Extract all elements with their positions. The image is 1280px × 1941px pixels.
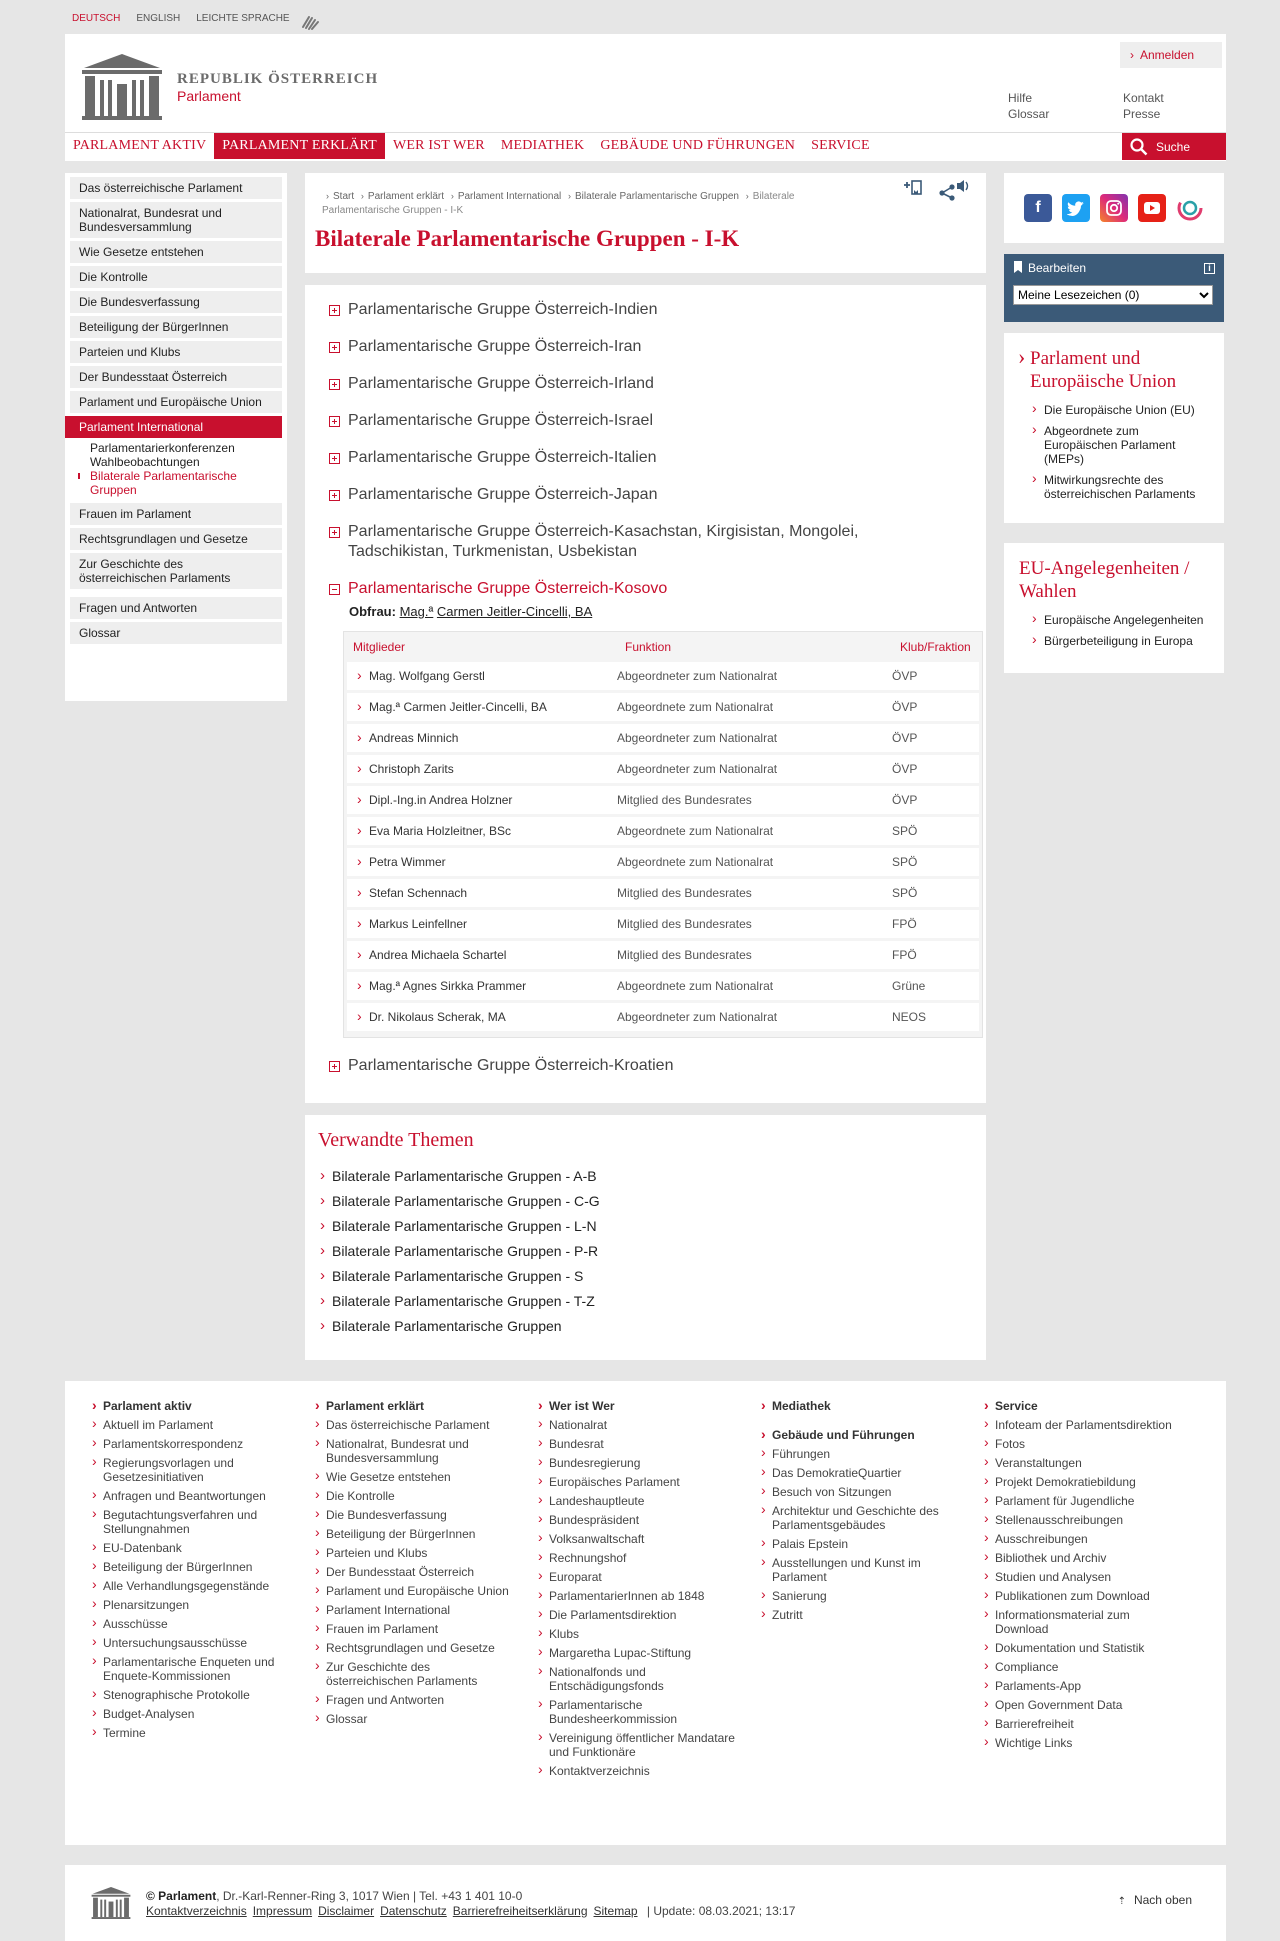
footer-link[interactable]: › Rechnungshof [536,1551,736,1565]
content-header [305,173,986,273]
member-function: Abgeordnete zum Nationalrat [617,855,774,869]
breadcrumb-item[interactable]: Start [333,191,355,202]
column-header-function: Funktion [625,640,672,654]
groups-accordion [305,285,986,1103]
member-function: Abgeordneter zum Nationalrat [617,669,778,683]
kontakt-link[interactable]: Kontakt [1123,91,1164,105]
logo-title: REPUBLIK ÖSTERREICH [177,70,379,87]
sign-language-icon[interactable] [300,13,322,34]
footer-link[interactable]: › Bundesrat [536,1437,736,1451]
footer-link[interactable]: › Die Parlamentsdirektion [536,1608,736,1622]
member-name[interactable]: › Dr. Nikolaus Scherak, MA [357,1010,617,1024]
instagram-icon[interactable] [1100,194,1128,222]
footer-link[interactable]: › Plenarsitzungen [90,1598,290,1612]
footer-link[interactable]: › Begutachtungsverfahren und Stellungnahmen [90,1508,290,1536]
footer-link[interactable]: › Frauen im Parlament [313,1622,513,1636]
arrow-up-icon: ⇡ [1117,1896,1126,1907]
footer-link[interactable]: › Ausschüsse [90,1617,290,1631]
twitter-icon[interactable] [1062,194,1090,222]
expand-plus-icon [329,379,340,390]
footer-link[interactable]: › Anfragen und Beantwortungen [90,1489,290,1503]
member-function: Abgeordnete zum Nationalrat [617,700,774,714]
footer-column [536,1399,759,1845]
footer-link[interactable]: › Termine [90,1726,290,1740]
member-name[interactable]: › Markus Leinfellner [357,917,617,931]
bookmark-icon [1013,261,1023,273]
accordion-title: Parlamentarische Gruppe Österreich-Indien [348,301,658,318]
footer-link[interactable]: › Fragen und Antworten [313,1693,513,1707]
footer-heading[interactable]: › Wer ist Wer [536,1399,759,1413]
accordion-item[interactable] [319,1056,972,1076]
accordion-item-open[interactable] [319,579,972,599]
table-row[interactable] [347,786,979,814]
table-row[interactable] [347,724,979,752]
footer-link-sitemap[interactable]: Sitemap [593,1904,638,1918]
bottom-bar [65,1865,1226,1941]
add-bookmark-icon[interactable] [902,179,924,204]
breadcrumb-current: Bilaterale Parlamentarische Gruppen - I-K [322,191,795,216]
member-club: SPÖ [892,886,918,900]
member-name[interactable]: › Mag.ª Carmen Jeitler-Cincelli, BA [357,700,617,714]
bookmark-edit[interactable] [1013,261,1086,275]
leftnav-item[interactable]: Fragen und Antworten [70,597,282,619]
footer-column [90,1399,313,1845]
footer-link[interactable]: › Budget-Analysen [90,1707,290,1721]
nav-service[interactable]: SERVICE [811,138,870,153]
member-name[interactable]: › Andrea Michaela Schartel [357,948,617,962]
main-navigation [65,132,1226,159]
expand-plus-icon [329,453,340,464]
expand-plus-icon [329,490,340,501]
footer-link[interactable]: › Publikationen zum Download [982,1589,1182,1603]
footer-link[interactable]: › Open Government Data [982,1698,1182,1712]
member-function: Abgeordneter zum Nationalrat [617,1010,778,1024]
footer-link[interactable]: › Infoteam der Parlamentsdirektion [982,1418,1182,1432]
parliament-logo[interactable] [79,54,378,120]
footer-link[interactable]: › Untersuchungsausschüsse [90,1636,290,1650]
demokratie-podcast-icon[interactable] [1176,194,1204,222]
accordion-item[interactable] [319,411,972,431]
footer-heading[interactable]: › Mediathek [759,1399,982,1413]
footer-link[interactable]: › Parlamentarische Bundesheerkommission [536,1698,736,1726]
expand-plus-icon [329,1061,340,1072]
accordion-item[interactable] [319,448,972,468]
bookmark-select[interactable] [1013,285,1213,305]
footer-link[interactable]: › Der Bundesstaat Österreich [313,1565,513,1579]
footer-link[interactable]: › Sanierung [759,1589,959,1603]
footer-link[interactable]: › Landeshauptleute [536,1494,736,1508]
related-link[interactable]: › Bilaterale Parlamentarische Gruppen - A-B [318,1164,973,1189]
footer-link[interactable]: › Margaretha Lupac-Stiftung [536,1646,736,1660]
accordion-title: Parlamentarische Gruppe Österreich-Irland [348,375,654,392]
presse-link[interactable]: Presse [1123,107,1161,121]
breadcrumb-item[interactable]: Parlament International [457,191,562,202]
chair-title[interactable]: Mag.ª [399,604,434,619]
footer-link[interactable]: › Parlament für Jugendliche [982,1494,1182,1508]
footer-link[interactable]: › Klubs [536,1627,736,1641]
member-name[interactable]: › Mag.ª Agnes Sirkka Prammer [357,979,617,993]
member-club: NEOS [892,1010,927,1024]
footer-link[interactable]: › Bibliothek und Archiv [982,1551,1182,1565]
footer-link[interactable]: › Compliance [982,1660,1182,1674]
member-name[interactable]: › Stefan Schennach [357,886,617,900]
footer-link[interactable]: › Beteiligung der BürgerInnen [313,1527,513,1541]
footer-column [982,1399,1205,1845]
footer-heading[interactable]: › Service [982,1399,1205,1413]
site-header [65,34,1226,161]
member-club: FPÖ [892,917,917,931]
footer-link[interactable]: › ParlamentarierInnen ab 1848 [536,1589,736,1603]
table-row[interactable] [347,693,979,721]
language-bar [72,13,322,34]
related-link[interactable]: › Bilaterale Parlamentarische Gruppen - L-N [318,1214,973,1239]
footer-link[interactable]: › Die Bundesverfassung [313,1508,513,1522]
accordion-title: Parlamentarische Gruppe Österreich-Kosovo [348,580,668,597]
facebook-icon[interactable]: f [1024,194,1052,222]
table-row[interactable] [347,972,979,1000]
nav-wer-ist-wer[interactable]: WER IST WER [392,138,485,153]
login-button[interactable]: › Anmelden [1120,42,1222,68]
footer-link[interactable]: › Beteiligung der BürgerInnen [90,1560,290,1574]
leftnav-subitems [70,438,282,500]
member-club: FPÖ [892,948,917,962]
member-club: SPÖ [892,855,918,869]
footer-link[interactable]: › Stellenausschreibungen [982,1513,1182,1527]
accordion-item[interactable] [319,522,919,562]
expand-plus-icon [329,416,340,427]
accordion-item[interactable] [319,300,972,320]
related-topics [305,1115,986,1360]
bookmark-edit-label: Bearbeiten [1028,261,1087,275]
members-table [343,631,983,1038]
related-link[interactable]: › Bilaterale Parlamentarische Gruppen [318,1314,973,1339]
leftnav-item[interactable]: Parlament und Europäische Union [70,391,282,413]
footer-link[interactable]: › Zutritt [759,1608,959,1622]
eu-parliament-box [1004,333,1224,523]
accordion-title: Parlamentarische Gruppe Österreich-Kasachstan, Kirgisistan, Mongolei, Tadschikistan, Turkmenistan, Usbekistan [348,523,859,560]
footer-link[interactable]: › Kontaktverzeichnis [536,1764,736,1778]
member-club: ÖVP [892,669,918,683]
table-row[interactable] [347,879,979,907]
search-label: Suche [1156,139,1191,154]
page-title: Bilaterale Parlamentarische Gruppen - I-K [315,226,740,251]
accordion-title: Parlamentarische Gruppe Österreich-Japan [348,486,658,503]
expand-plus-icon [329,305,340,316]
member-function: Mitglied des Bundesrates [617,917,752,931]
content-tools [902,179,970,204]
footer-link[interactable]: › Palais Epstein [759,1537,959,1551]
member-club: ÖVP [892,762,918,776]
table-row[interactable] [347,662,979,690]
collapse-minus-icon [329,584,340,595]
table-header [347,632,979,662]
info-icon[interactable]: i [1204,263,1215,274]
nav-parlament-aktiv[interactable]: PARLAMENT AKTIV [73,138,207,153]
footer-link[interactable]: › Wichtige Links [982,1736,1182,1750]
accordion-title: Parlamentarische Gruppe Österreich-Italien [348,449,657,466]
leftnav-subitem[interactable]: Wahlbeobachtungen [90,455,200,469]
leftnav-item[interactable]: Die Bundesverfassung [70,291,282,313]
leftnav-item-active[interactable]: Parlament International [65,416,282,438]
footer-link[interactable]: › Architektur und Geschichte des Parlamentsgebäudes [759,1504,959,1532]
footer-link[interactable]: › Ausstellungen und Kunst im Parlament [759,1556,959,1584]
update-date: | Update: 08.03.2021; 13:17 [646,1904,796,1918]
footer-link[interactable]: › Parlamentskorrespondenz [90,1437,290,1451]
leftnav-item[interactable]: Rechtsgrundlagen und Gesetze [70,528,282,550]
member-club: SPÖ [892,824,918,838]
nav-mediathek[interactable]: MEDIATHEK [500,138,585,153]
leftnav-subitem-current[interactable]: Bilaterale Parlamentarische Gruppen [90,469,282,497]
eu-box-link[interactable]: › Abgeordnete zum Europäischen Parlament (MEPs) [1014,424,1214,466]
footer-heading[interactable]: › Parlament aktiv [90,1399,313,1413]
related-link[interactable]: › Bilaterale Parlamentarische Gruppen - P-R [318,1239,973,1264]
breadcrumb-item[interactable]: Bilaterale Parlamentarische Gruppen [575,191,739,202]
parliament-logo-small-icon [89,1887,133,1919]
leftnav-item[interactable]: Zur Geschichte des österreichischen Parlaments [70,553,282,589]
footer-link[interactable]: › Zur Geschichte des österreichischen Parlaments [313,1660,513,1688]
member-function: Mitglied des Bundesrates [617,793,752,807]
breadcrumb: › Start › Parlament erklärt › Parlament International › Bilaterale Parlamentarische Gruppen › Bilaterale Parlamentarische Gruppen - I-K [322,191,795,216]
search-button[interactable] [1122,133,1226,160]
footer-link[interactable]: › Parlament und Europäische Union [313,1584,513,1598]
footer-heading[interactable]: › Gebäude und Führungen [759,1428,982,1442]
leftnav-item[interactable]: Beteiligung der BürgerInnen [70,316,282,338]
member-club: Grüne [892,979,926,993]
related-link[interactable]: › Bilaterale Parlamentarische Gruppen - T-Z [318,1289,973,1314]
member-name[interactable]: › Mag. Wolfgang Gerstl [357,669,617,683]
eu-affairs-link[interactable]: › Europäische Angelegenheiten [1014,613,1214,627]
member-name[interactable]: › Eva Maria Holzleitner, BSc [357,824,617,838]
footer-link[interactable]: › Bundesregierung [536,1456,736,1470]
share-audio-icon[interactable] [938,179,970,204]
lang-leichte-sprache[interactable]: LEICHTE SPRACHE [196,13,290,24]
lang-deutsch[interactable]: DEUTSCH [72,13,121,24]
footer-link[interactable]: › Führungen [759,1447,959,1461]
social-media-bar [1004,173,1224,243]
parliament-building-icon [79,54,165,120]
section-navigation [65,173,287,701]
nav-gebaeude-fuehrungen[interactable]: GEBÄUDE UND FÜHRUNGEN [600,138,796,153]
footer-link[interactable]: › Alle Verhandlungsgegenstände [90,1579,290,1593]
eu-box-link[interactable]: › Die Europäische Union (EU) [1014,403,1214,417]
footer-link[interactable]: › Die Kontrolle [313,1489,513,1503]
member-name[interactable]: › Petra Wimmer [357,855,617,869]
accordion-item[interactable] [319,485,972,505]
footer-link-barrierefreiheit[interactable]: Barrierefreiheitserklärung [452,1904,588,1918]
footer-link[interactable]: › Parteien und Klubs [313,1546,513,1560]
footer-link[interactable]: › Parlamentarische Enqueten und Enquete-Kommissionen [90,1655,290,1683]
address-text: , Dr.-Karl-Renner-Ring 3, 1017 Wien | Tel. +43 1 401 10-0 [216,1889,523,1903]
table-row[interactable] [347,755,979,783]
login-label: Anmelden [1140,48,1195,62]
member-function: Abgeordnete zum Nationalrat [617,824,774,838]
footer-link[interactable]: › Dokumentation und Statistik [982,1641,1182,1655]
table-row[interactable] [347,848,979,876]
bookmark-panel [1004,254,1224,322]
address [146,1889,795,1919]
footer-link[interactable]: › Nationalrat, Bundesrat und Bundesversammlung [313,1437,513,1465]
footer-link-kontaktverzeichnis[interactable]: Kontaktverzeichnis [146,1904,247,1918]
footer-link[interactable]: › Barrierefreiheit [982,1717,1182,1731]
footer-link-disclaimer[interactable]: Disclaimer [318,1904,375,1918]
expand-plus-icon [329,342,340,353]
eu-affairs-box [1004,543,1224,673]
leftnav-item[interactable]: Der Bundesstaat Österreich [70,366,282,388]
member-function: Mitglied des Bundesrates [617,948,752,962]
accordion-title: Parlamentarische Gruppe Österreich-Iran [348,338,642,355]
footer-link[interactable]: › Das DemokratieQuartier [759,1466,959,1480]
footer-link[interactable]: › Aktuell im Parlament [90,1418,290,1432]
footer-link[interactable]: › Veranstaltungen [982,1456,1182,1470]
member-function: Abgeordneter zum Nationalrat [617,731,778,745]
footer-link-impressum[interactable]: Impressum [252,1904,313,1918]
accordion-title: Parlamentarische Gruppe Österreich-Kroatien [348,1057,674,1074]
glossar-link[interactable]: Glossar [1008,107,1050,121]
member-name[interactable]: › Andreas Minnich [357,731,617,745]
footer-link[interactable]: › Stenographische Protokolle [90,1688,290,1702]
member-club: ÖVP [892,793,918,807]
footer-column [759,1399,982,1845]
footer-link[interactable]: › Fotos [982,1437,1182,1451]
table-row[interactable] [347,817,979,845]
back-to-top-label: Nach oben [1133,1893,1192,1907]
eu-box-link[interactable]: › Mitwirkungsrechte des österreichischen Parlaments [1014,473,1214,501]
back-to-top-link[interactable] [1118,1893,1192,1907]
footer-column [313,1399,536,1845]
site-footer [65,1381,1226,1845]
footer-link[interactable]: › Ausschreibungen [982,1532,1182,1546]
table-row[interactable] [347,941,979,969]
logo-subtitle: Parlament [177,87,241,104]
member-function: Abgeordnete zum Nationalrat [617,979,774,993]
footer-link[interactable]: › Nationalfonds und Entschädigungsfonds [536,1665,736,1693]
footer-link[interactable]: › Das österreichische Parlament [313,1418,513,1432]
chair-name-link[interactable]: Carmen Jeitler-Cincelli, BA [436,604,593,619]
leftnav-item[interactable]: Parteien und Klubs [70,341,282,363]
member-club: ÖVP [892,731,918,745]
footer-link[interactable]: › Rechtsgrundlagen und Gesetze [313,1641,513,1655]
member-function: Abgeordneter zum Nationalrat [617,762,778,776]
accordion-item[interactable] [319,337,972,357]
leftnav-item[interactable]: Das österreichische Parlament [70,177,282,199]
search-icon [1130,138,1148,156]
column-header-members: Mitglieder [353,640,406,654]
accordion-item[interactable] [319,374,972,394]
footer-link[interactable]: › Regierungsvorlagen und Gesetzesinitiativen [90,1456,290,1484]
table-row[interactable] [347,1003,979,1031]
member-name[interactable]: › Dipl.-Ing.in Andrea Holzner [357,793,617,807]
footer-link[interactable]: › Projekt Demokratiebildung [982,1475,1182,1489]
footer-link[interactable]: › Nationalrat [536,1418,736,1432]
footer-link[interactable]: › Volksanwaltschaft [536,1532,736,1546]
nav-parlament-erklaert[interactable]: PARLAMENT ERKLÄRT [214,133,385,159]
table-row[interactable] [347,910,979,938]
eu-box-title[interactable]: › Parlament und Europäische Union [1014,347,1214,393]
breadcrumb-item[interactable]: Parlament erklärt [367,191,445,202]
member-function: Mitglied des Bundesrates [617,886,752,900]
footer-link[interactable]: › Parlaments-App [982,1679,1182,1693]
footer-link[interactable]: › Europäisches Parlament [536,1475,736,1489]
leftnav-item[interactable]: Frauen im Parlament [70,503,282,525]
youtube-icon[interactable] [1138,194,1166,222]
hilfe-link[interactable]: Hilfe [1008,91,1033,105]
footer-link[interactable]: › EU-Datenbank [90,1541,290,1555]
footer-heading[interactable]: › Parlament erklärt [313,1399,536,1413]
footer-link-datenschutz[interactable]: Datenschutz [380,1904,447,1918]
column-header-club: Klub/Fraktion [900,640,971,654]
utility-links [1008,91,1183,121]
footer-link[interactable]: › Europarat [536,1570,736,1584]
leftnav-subitem[interactable]: Parlamentarierkonferenzen [90,441,235,455]
related-title: Verwandte Themen [318,1129,474,1151]
copyright-name: © Parlament [146,1889,217,1903]
related-link[interactable]: › Bilaterale Parlamentarische Gruppen - S [318,1264,973,1289]
footer-link[interactable]: › Wie Gesetze entstehen [313,1470,513,1484]
leftnav-item[interactable]: Nationalrat, Bundesrat und Bundesversammlung [70,202,282,238]
footer-link[interactable]: › Glossar [313,1712,513,1726]
leftnav-item[interactable]: Wie Gesetze entstehen [70,241,282,263]
chair-label: Obfrau: [349,604,396,619]
related-link[interactable]: › Bilaterale Parlamentarische Gruppen - C-G [318,1189,973,1214]
eu-affairs-link[interactable]: › Bürgerbeteiligung in Europa [1014,634,1214,648]
footer-link[interactable]: › Besuch von Sitzungen [759,1485,959,1499]
footer-link[interactable]: › Informationsmaterial zum Download [982,1608,1182,1636]
footer-link[interactable]: › Vereinigung öffentlicher Mandatare und Funktionäre [536,1731,736,1759]
leftnav-item[interactable]: Glossar [70,622,282,644]
member-club: ÖVP [892,700,918,714]
lang-english[interactable]: ENGLISH [136,13,181,24]
footer-link[interactable]: › Parlament International [313,1603,513,1617]
footer-link[interactable]: › Bundespräsident [536,1513,736,1527]
leftnav-item[interactable]: Die Kontrolle [70,266,282,288]
accordion-title: Parlamentarische Gruppe Österreich-Israel [348,412,654,429]
group-chair [349,604,972,619]
eu-affairs-title[interactable]: EU-Angelegenheiten / Wahlen [1019,558,1190,602]
expand-plus-icon [329,527,340,538]
member-name[interactable]: › Christoph Zarits [357,762,617,776]
footer-link[interactable]: › Studien und Analysen [982,1570,1182,1584]
